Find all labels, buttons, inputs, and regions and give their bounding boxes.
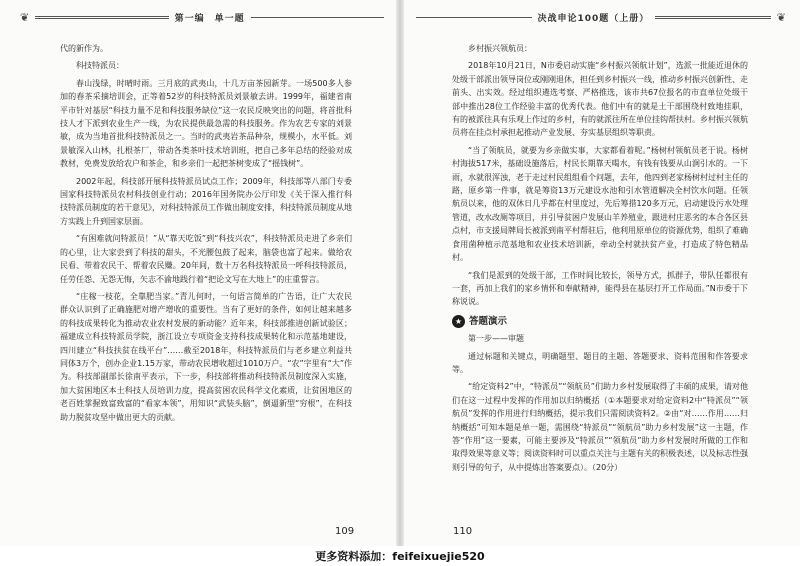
header-rule: [655, 16, 771, 19]
header-rule: [416, 17, 532, 18]
header-rule: [35, 16, 168, 19]
subheading-navigator: 乡村振兴领航员：: [468, 44, 532, 53]
book-title: 决战申论100题（上册）: [537, 13, 650, 24]
right-page-body: [452, 42, 748, 478]
footer-caption: 更多资料添加：feifeixuejie520: [315, 550, 485, 563]
leaf-ornament-icon: ❦: [776, 10, 787, 24]
question-paragraph: “给定资料2”中，“特派员”“领航员”们助力乡村发展取得了丰硕的成果，请对他们在这一过程中发挥的作用加以归纳概括（①本题要求对给定资料2中“特派员”“领航员”发挥的作用进行归纳概括，提示我们只需阅读资料2。②由“对……作用……归纳概括”可知本题是单一题，需围绕“特派员”“领航员”助力乡村发展”这一主题，作答“作用”这一要素，可能主要涉及“特派员”“领航员”助力乡村发展时所做的工作和取得效果等意义等；阅读资料时可以重点关注与主题有关的积极表述，以及标志性强则引导的句子，从中提炼出答案要点）。（20分）: [452, 382, 748, 472]
book-gutter: [396, 0, 404, 546]
paragraph: 2018年10月21日，N市委启动实施“乡村振兴领航计划”，选派一批能近退休的处级干部派出领导岗位或刚刚退休，担任到乡村振兴一线，推动乡村振兴创新性、走前头、出实效。经过组织遴选考察、严格推选，该市共67位报名的市直单位处级干部中推出28位工作经验丰富的优秀代表。他们中有的就是土干部围绕村致地挂职，有的被派往具有乐观上作过的乡村，有的就派往所在单位挂钩帮扶村。乡村振兴领航员将在挂点村承担起推动产业发展、夯实基层组织等职责。: [452, 61, 748, 138]
subheading-tech-commissioner: 科技特派员：: [76, 61, 124, 71]
paragraph: 2002年起，科技部开展科技特派员试点工作；2009年，科技部等八部门专委国家科技特派员农村科技创业行动；2016年国务院办公厅印发《关于深入推行科技特派员制度的若干意见》，对科技特派员工作做出制度安排，科技特派员制度从地方实践上升到国家层面。: [60, 176, 352, 226]
paragraph: 代的新作为。: [60, 44, 108, 53]
left-page-body: [60, 42, 352, 428]
section-title: 第一编 单一题: [174, 13, 245, 24]
paragraph: “当了领航员，就要为乡亲做实事，大家都看着呢。”杨树村领航员老于说。杨树村海拔517米，基础设施落后，村民长期靠天喝水，有钱有钱要从山涧引水的。一下雨，水就很浑浊，老于走过村民组组看个问题，去年，他四到老家杨树村过村主任的路，原乡第一件事，就是筹资13万元建设水池和引水管道解决全村饮水问题。任领航员以来，他的双休日几乎都在村里度过，先后筹措120多万元，启动建设污水处理管道，改水改厕等项目，并引导贫困户发展山羊养殖业，跟进村庄恶劣的本合各区县点村，市支援局牌局长被派到南平村帮驻后，他利用原单位的资源优势，组织了难确食用菌种植示范基地和农业技术培训新，牵动全村就扶贫产业，打造成了特色精品村。: [452, 145, 748, 263]
paragraph: “庄稼一枝花，全靠肥当家。”青儿何时，一句语言简单的广告语，让广大农民群众认识到了正确施肥对增产增收的重要性。当有了更好的条件，如何让越来越多的科技成果转化为推动农业农村发展的新动能？近年来，科技部推进创新试验区；福建成立科技特派员学院，浙江设立专项资金支持科技成果转化和示范基地建设，四川建立“科技扶贫在线平台”……截至2018年，科技特派员们与老乡建立利益共同体3万个，创办企业1.15万家，带动农民增收超过1010万户。“农”字里有“大”作为。科技部副部长徐南平表示，下一步，科技部将推动科技特派员制度深入实施，加大贫困地区本土科技人员培训力度，提高贫困农民科学文化素质，让贫困地区的老百姓掌握致富致富的“看家本领”，用知识“武装头脑”，倒逼新型“穷根”，在科技助力脱贫攻坚中做出更大的贡献。: [60, 291, 352, 422]
paragraph: 春山浅绿，时晴时雨。三月底的武夷山，十几万亩茶园新芽。一场500多人参加的春茶采摘培训会，正等着52岁的科技特派员刘景敏去讲。1999年，福建省南平市针对基层“科技力量不足和科技服务缺位”这一农民反映突出的问题，将首批科技人才下派到农业生产一线，为农民提供最急需的科技服务。作为农艺专家的刘景敏，成为当地首批科技特派员之一。当时的武夷岩茶品种杂，规模小，水平低。刘景敏深入山林，扎根茶厂，带动各类茶叶技术培训班，把自己多年总结的经验对成教材，免费发放给农户和茶企，和乡亲们一起把茶树变成了“摇钱树”。: [60, 78, 352, 169]
paragraph: “我们是派到的处级干部，工作时间比较长，领导方式，抓群子，带队任都很有一套，再加上我们的家乡情怀和奉献精神，能得县在基层打开工作局面。”N市委于下称说说。: [452, 270, 748, 307]
right-running-header: [410, 8, 786, 26]
step-title: 第一步——审题: [468, 334, 524, 344]
star-badge-icon: ★: [452, 315, 465, 328]
paragraph: “有困难就问特派员！”从“靠天吃饭”到“科技兴农”，科技特派员走进了乡亲们的心里，让大家尝到了科技的甜头，不光腰包鼓了起来，脑袋也富了起来。做给农民看、带着农民干、帮着农民赚。20年间，数十万名科技特派员一呼科技特派员，任劳任怨、无怨无悔，矢志不渝地践行着“把论文写在大地上”的庄重誓言。: [60, 234, 352, 284]
page-number-left: 109: [335, 526, 355, 537]
leaf-ornament-icon: ❦: [20, 10, 30, 24]
page-number-right: 110: [453, 526, 473, 537]
answer-section-heading: [452, 315, 748, 328]
paragraph: 通过标题和关键点，明确题型、题目的主题、答题要求、资料范围和作答要求等。: [452, 351, 748, 374]
left-running-header: [20, 8, 390, 26]
header-rule: [251, 17, 384, 18]
answer-section-title: 答题演示: [469, 315, 508, 327]
